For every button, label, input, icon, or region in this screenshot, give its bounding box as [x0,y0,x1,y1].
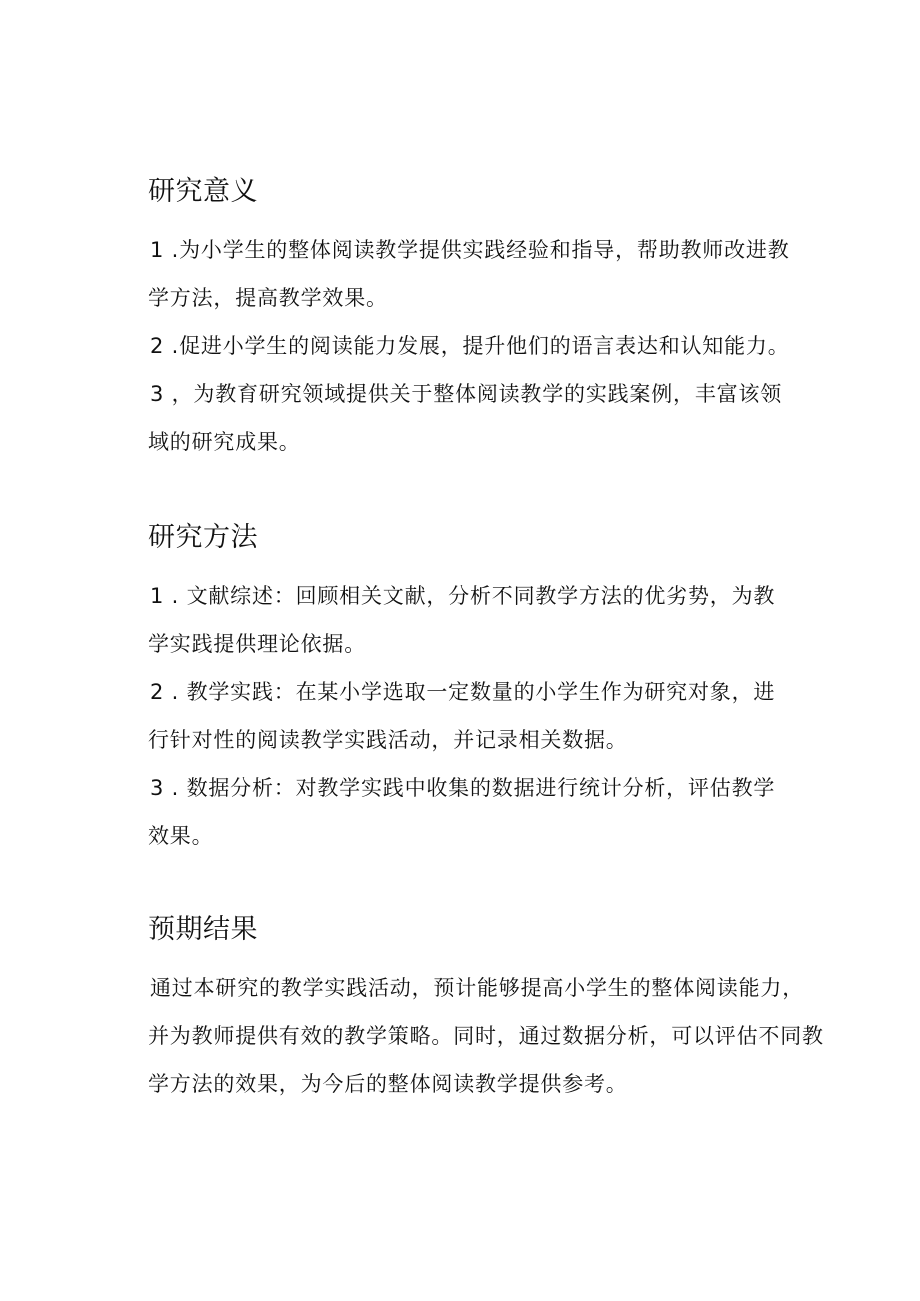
list-item [148,322,828,370]
paragraph-line: 2 .促进小学生的阅读能力发展，提升他们的语言表达和认知能力。 [150,334,790,358]
list-item [148,764,828,860]
section-heading: 预期结果 [148,914,258,945]
section-research-significance [148,174,828,466]
paragraph-line: 效果。 [148,824,214,848]
paragraph-line: 1 .为小学生的整体阅读教学提供实践经验和指导，帮助教师改进教 [150,238,790,262]
list-item [148,668,828,764]
paragraph-line: 1 . 文献综述：回顾相关文献，分析不同教学方法的优劣势，为教 [150,584,776,608]
paragraph-line: 2 . 教学实践：在某小学选取一定数量的小学生作为研究对象，进 [150,680,776,704]
list-item [148,370,828,466]
section-heading: 研究方法 [148,522,258,553]
section-expected-results [148,912,828,1108]
paragraph-line: 学方法，提高教学效果。 [148,286,388,310]
body-paragraph [148,964,828,1108]
list-item [148,226,828,322]
paragraph-line: 行针对性的阅读教学实践活动，并记录相关数据。 [148,728,628,752]
paragraph-line: 域的研究成果。 [148,430,301,454]
paragraph-line: 3 ，为教育研究领域提供关于整体阅读教学的实践案例，丰富该领 [150,382,783,406]
paragraph-line: 3 . 数据分析：对教学实践中收集的数据进行统计分析，评估教学 [150,776,776,800]
section-research-methods [148,520,828,860]
paragraph-line: 学实践提供理论依据。 [148,632,366,656]
section-heading: 研究意义 [148,176,258,207]
list-item [148,572,828,668]
paragraph-line: 通过本研究的教学实践活动，预计能够提高小学生的整体阅读能力， [150,976,804,1000]
paragraph-line: 并为教师提供有效的教学策略。同时，通过数据分析，可以评估不同教 [148,1024,824,1048]
paragraph-line: 学方法的效果，为今后的整体阅读教学提供参考。 [148,1072,628,1096]
